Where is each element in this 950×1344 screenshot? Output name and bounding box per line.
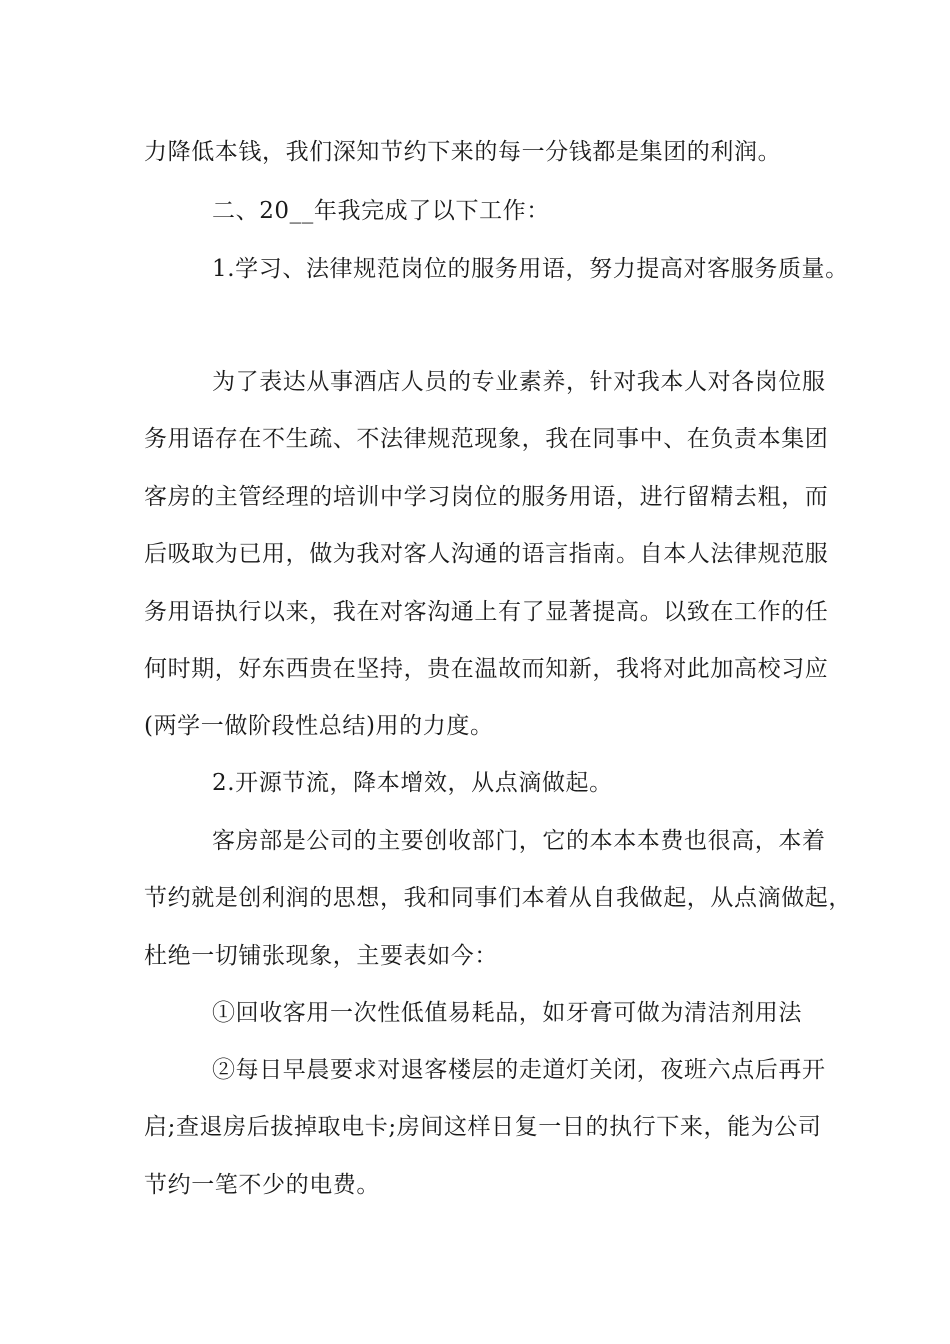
paragraph-line: 后吸取为已用，做为我对客人沟通的语言指南。自本人法律规范服 [144,541,829,567]
paragraph-line: 客房的主管经理的培训中学习岗位的服务用语，进行留精去粗，而 [144,484,829,510]
paragraph-line: 为了表达从事酒店人员的专业素养，针对我本人对各岗位服 [212,369,826,395]
paragraph-line: 节约一笔不少的电费。 [144,1172,380,1198]
paragraph-line: 力降低本钱，我们深知节约下来的每一分钱都是集团的利润。 [144,139,782,165]
paragraph-line: 务用语执行以来，我在对客沟通上有了显著提高。以致在工作的任 [144,599,829,625]
paragraph-line: 何时期，好东西贵在坚持，贵在温故而知新，我将对此加高校习应 [144,656,829,682]
list-item: ②每日早晨要求对退客楼层的走道灯关闭，夜班六点后再开 [212,1057,826,1083]
paragraph-line: 客房部是公司的主要创收部门，它的本本本费也很高，本着 [212,828,826,854]
item-heading: 2.开源节流，降本增效，从点滴做起。 [212,770,613,796]
paragraph-line: 节约就是创利润的思想，我和同事们本着从自我做起，从点滴做起， [144,885,852,911]
item-heading: 1.学习、法律规范岗位的服务用语，努力提高对客服务质量。 [212,256,849,282]
list-item: ①回收客用一次性低值易耗品，如牙膏可做为清洁剂用法 [212,1000,802,1026]
section-heading: 二、20__年我完成了以下工作： [212,198,550,224]
paragraph-line: 启;查退房后拔掉取电卡;房间这样日复一日的执行下来，能为公司 [144,1114,822,1140]
paragraph-line: 杜绝一切铺张现象，主要表如今： [144,943,498,969]
paragraph-line: 务用语存在不生疏、不法律规范现象，我在同事中、在负责本集团 [144,426,829,452]
paragraph-line: (两学一做阶段性总结)用的力度。 [144,713,494,739]
